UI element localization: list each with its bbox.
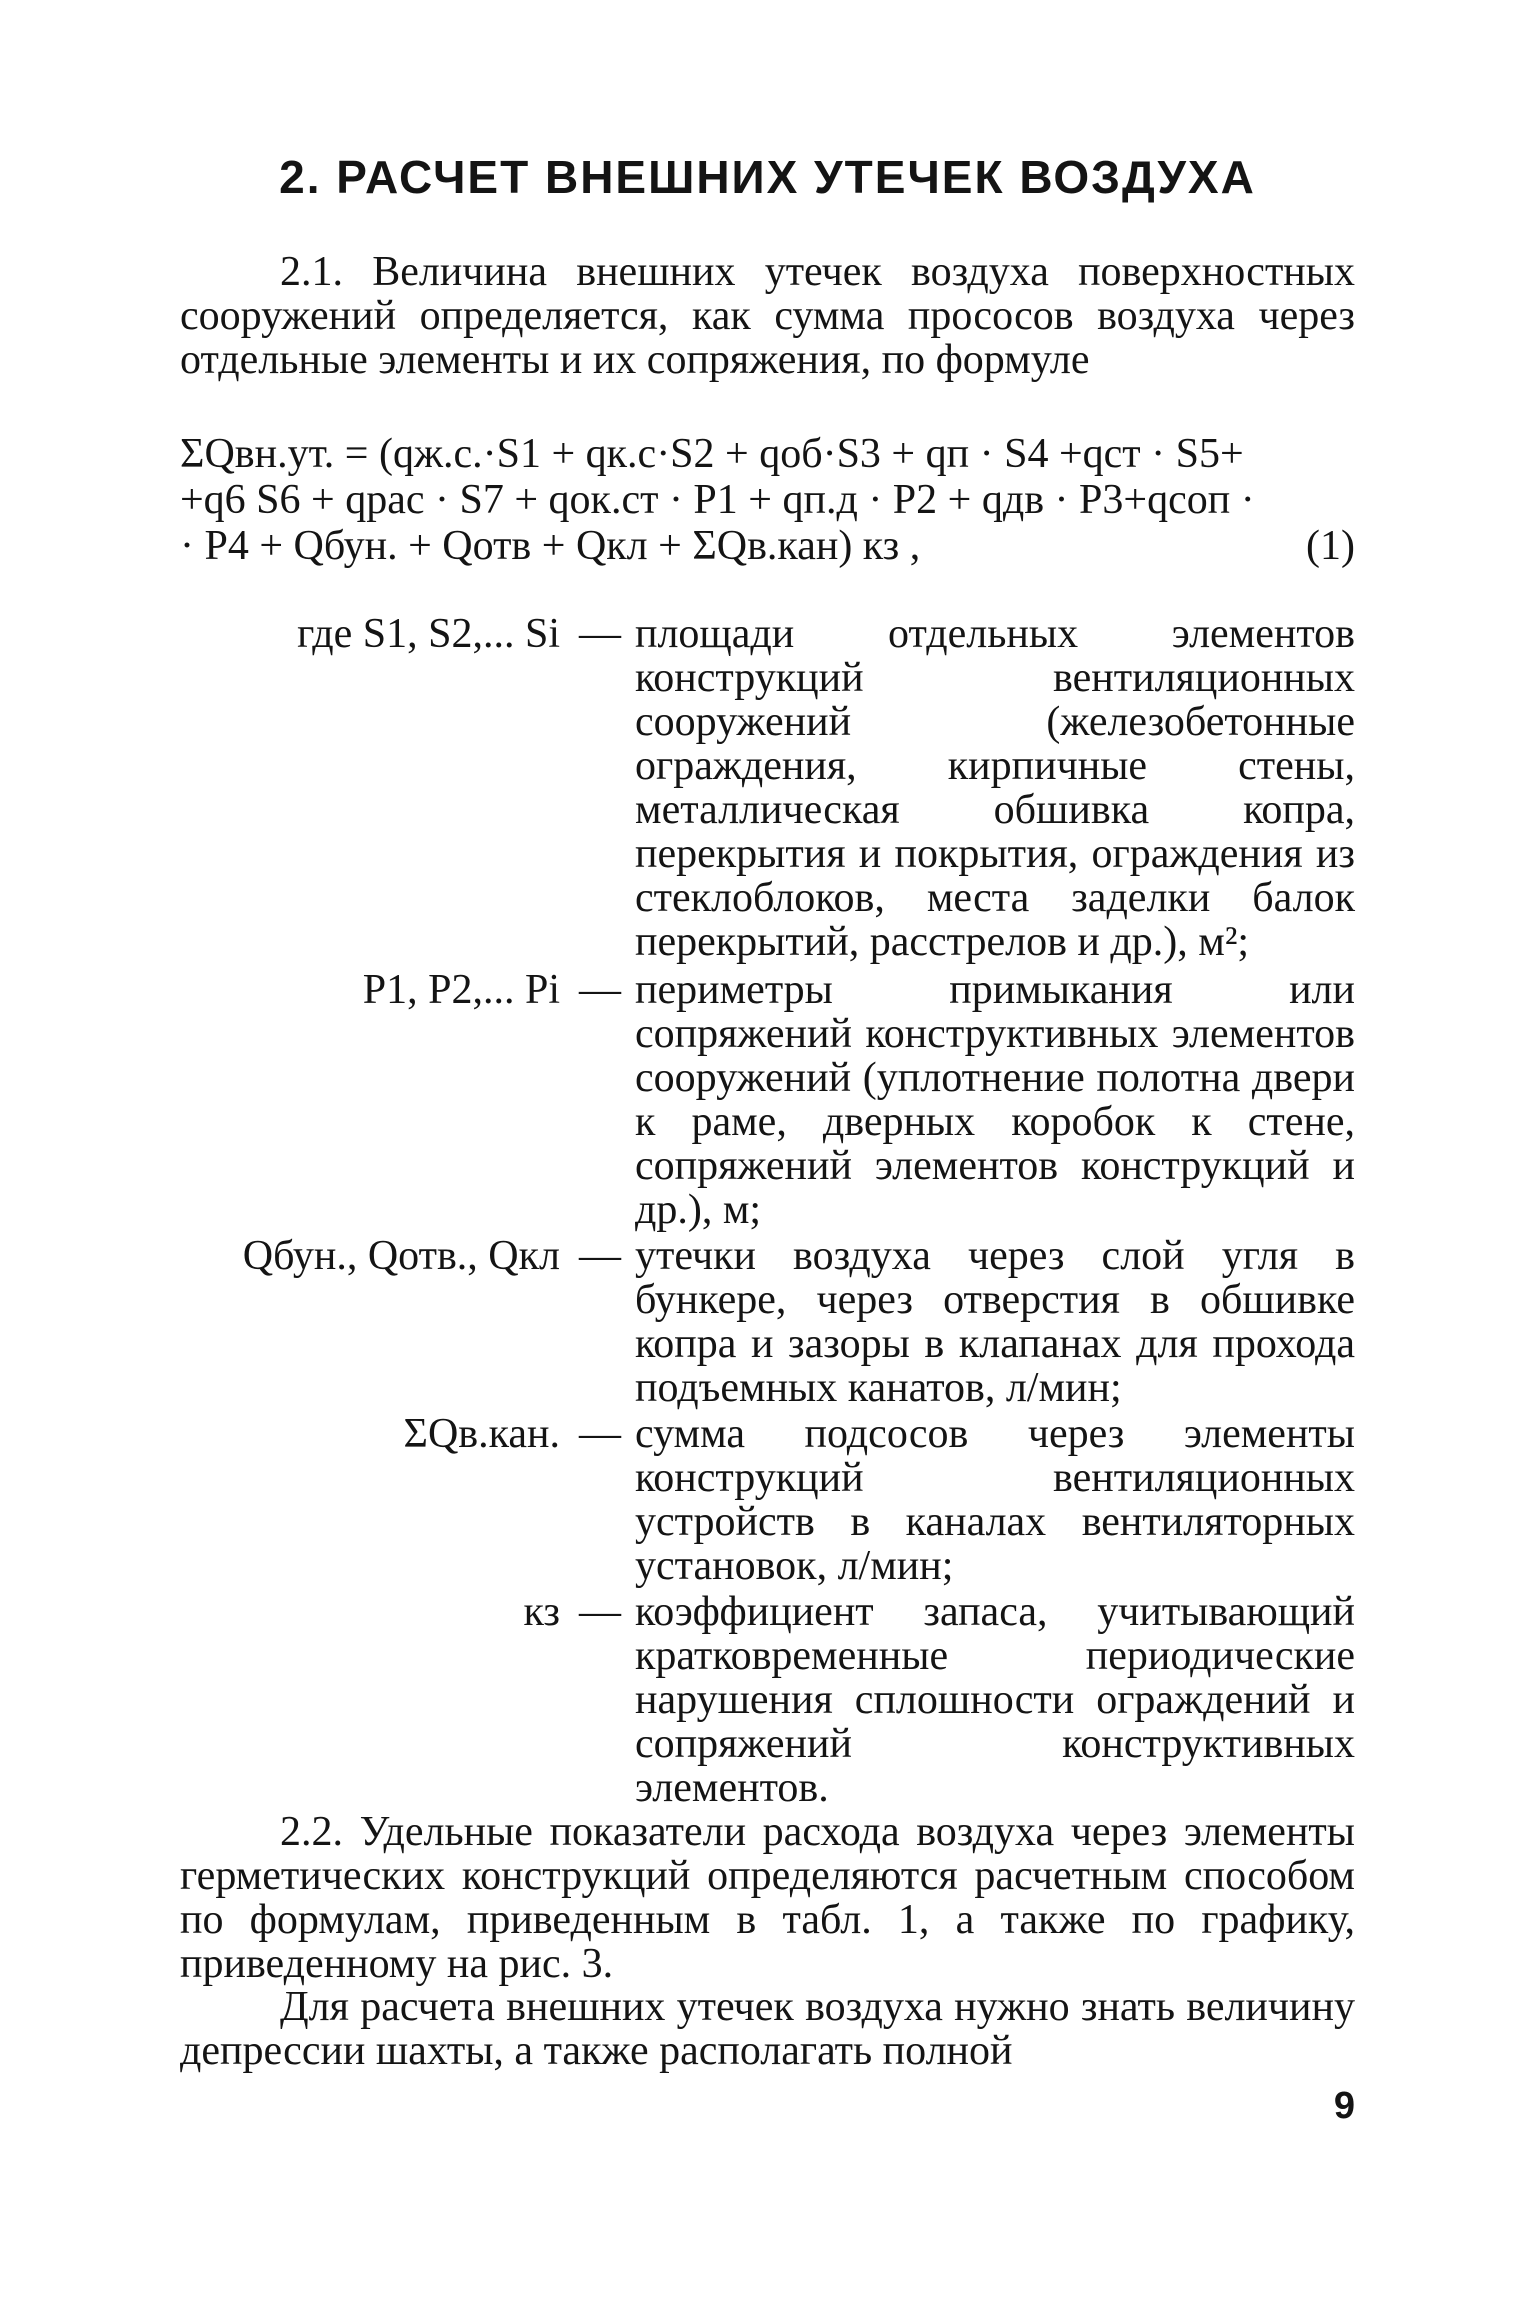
formula-line-3-text: · P4 + Qбун. + Qотв + Qкл + ΣQв.кан) кз , <box>180 523 921 569</box>
formula-line-2 <box>180 478 1355 522</box>
formula-line-1 <box>180 432 1355 476</box>
formula-line-3 <box>180 524 1355 568</box>
definition-text: сумма подсосов через элементы конструкций вентиляционных устройств в каналах вентиляторных установок, л/мин; <box>635 1411 1355 1589</box>
definition-term: P1, P2,... Pi <box>362 967 560 1013</box>
definition-dash: — <box>579 1411 621 1457</box>
page-number: 9 <box>1333 2085 1355 2127</box>
definition-text: площади отдельных элементов конструкций вентиляционных сооружений (железобетонные ограждения, кирпичные стены, металлическая обшивка копра, перекрытия и покрытия, ограждения из стеклоблоков, места заделки балок перекрытий, расстрелов и др.), м²; <box>635 611 1355 965</box>
definition-dash: — <box>579 1589 621 1635</box>
section-heading: 2. РАСЧЕТ ВНЕШНИХ УТЕЧЕК ВОЗДУХА <box>279 151 1256 203</box>
definition-term: ΣQв.кан. <box>403 1411 560 1457</box>
equation-number: (1) <box>1306 523 1355 569</box>
definition-term: Qбун., Qотв., Qкл <box>242 1233 560 1279</box>
definition-dash: — <box>579 611 621 657</box>
formula-line-1-text: ΣQвн.ут. = (qж.с.·S1 + qк.с·S2 + qоб·S3 + qп · S4 +qст · S5+ <box>180 431 1244 477</box>
formula-line-2-text: +q6 S6 + qрас · S7 + qок.ст · P1 + qп.д · P2 + qдв · P3+qсоп · <box>180 477 1255 523</box>
definition-term: где S1, S2,... Si <box>297 611 560 657</box>
definition-text: периметры примыкания или сопряжений конструктивных элементов сооружений (уплотнение полотна двери к раме, дверных коробок к стене, сопряжений элементов конструкций и др.), м; <box>635 967 1355 1233</box>
definition-dash: — <box>579 1233 621 1279</box>
definition-dash: — <box>579 967 621 1013</box>
paragraph-2-1: 2.1. Величина внешних утечек воздуха поверхностных сооружений определяется, как сумма прососов воздуха через отдельные элементы и их сопряжения, по формуле <box>180 249 1355 383</box>
definition-term: кз <box>523 1589 560 1635</box>
paragraph-2-2: 2.2. Удельные показатели расхода воздуха через элементы герметических конструкций определяются расчетным способом по формулам, приведенным в табл. 1, а также по графику, приведенному на рис. 3. <box>180 1809 1355 1987</box>
definition-text: утечки воздуха через слой угля в бункере, через отверстия в обшивке копра и зазоры в клапанах для прохода подъемных канатов, л/мин; <box>635 1233 1355 1411</box>
paragraph-final: Для расчета внешних утечек воздуха нужно знать величину депрессии шахты, а также располагать полной <box>180 1984 1355 2074</box>
definition-text: коэффициент запаса, учитывающий кратковременные периодические нарушения сплошности ограждений и сопряжений конструктивных элементов. <box>635 1589 1355 1811</box>
